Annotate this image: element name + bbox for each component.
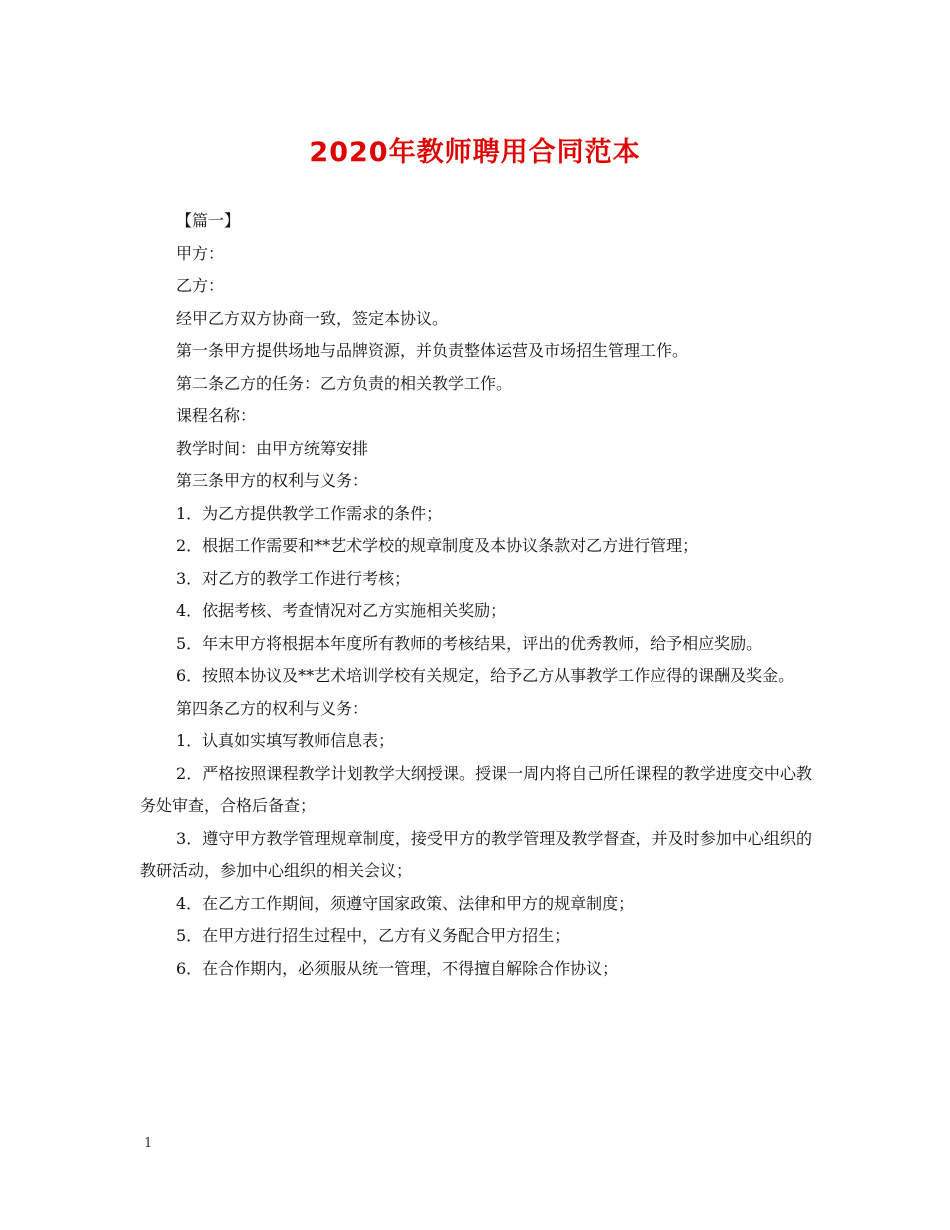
paragraph-article-3-item-6: 6．按照本协议及**艺术培训学校有关规定，给予乙方从事教学工作应得的课酬及奖金。 (176, 666, 795, 685)
paragraph-article-4-item-4: 4．在乙方工作期间，须遵守国家政策、法律和甲方的规章制度； (176, 893, 635, 913)
paragraph-article-4: 第四条乙方的权利与义务： (176, 698, 369, 718)
paragraph-article-3-item-5: 5．年末甲方将根据本年度所有教师的考核结果，评出的优秀教师，给予相应奖励。 (176, 633, 763, 653)
paragraph-teaching-time: 教学时间：由甲方统筹安排 (176, 438, 369, 458)
paragraph-article-4-item-3: 3．遵守甲方教学管理规章制度，接受甲方的教学管理及教学督查，并及时参加中心组织的教研活动，参加中心组织的相关会议； (140, 828, 812, 880)
paragraph-article-4-item-1: 1．认真如实填写教师信息表； (176, 731, 395, 750)
paragraph-party-a: 甲方： (176, 243, 225, 263)
paragraph-article-1: 第一条甲方提供场地与品牌资源，并负责整体运营及市场招生管理工作。 (176, 341, 689, 360)
paragraph-article-4-item-5: 5．在甲方进行招生过程中，乙方有义务配合甲方招生； (176, 926, 571, 945)
paragraph-article-4-item-2: 2．严格按照课程教学计划教学大纲授课。授课一周内将自己所任课程的教学进度交中心教务处审查，合格后备查； (140, 763, 812, 815)
paragraph-article-4-item-6: 6．在合作期内，必须服从统一管理，不得擅自解除合作协议； (176, 958, 619, 978)
paragraph-party-b: 乙方： (176, 276, 225, 295)
paragraph-article-3-item-3: 3．对乙方的教学工作进行考核； (176, 568, 411, 588)
page-number: 1 (144, 1136, 153, 1151)
document-title: 2020年教师聘用合同范本 (309, 137, 641, 168)
paragraph-article-3: 第三条甲方的权利与义务： (176, 471, 369, 490)
paragraph-course-name: 课程名称： (176, 406, 257, 425)
document-body (140, 205, 812, 985)
paragraph-agreement-intro: 经甲乙方双方协商一致，签定本协议。 (176, 308, 449, 328)
paragraph-article-3-item-2: 2．根据工作需要和**艺术学校的规章制度及本协议条款对乙方进行管理； (176, 536, 699, 555)
paragraph-article-2: 第二条乙方的任务：乙方负责的相关教学工作。 (176, 373, 513, 393)
paragraph-article-3-item-1: 1．为乙方提供教学工作需求的条件； (176, 503, 443, 523)
paragraph-article-3-item-4: 4．依据考核、考查情况对乙方实施相关奖励； (176, 601, 507, 620)
paragraph-section-heading: 【篇一】 (176, 211, 241, 230)
